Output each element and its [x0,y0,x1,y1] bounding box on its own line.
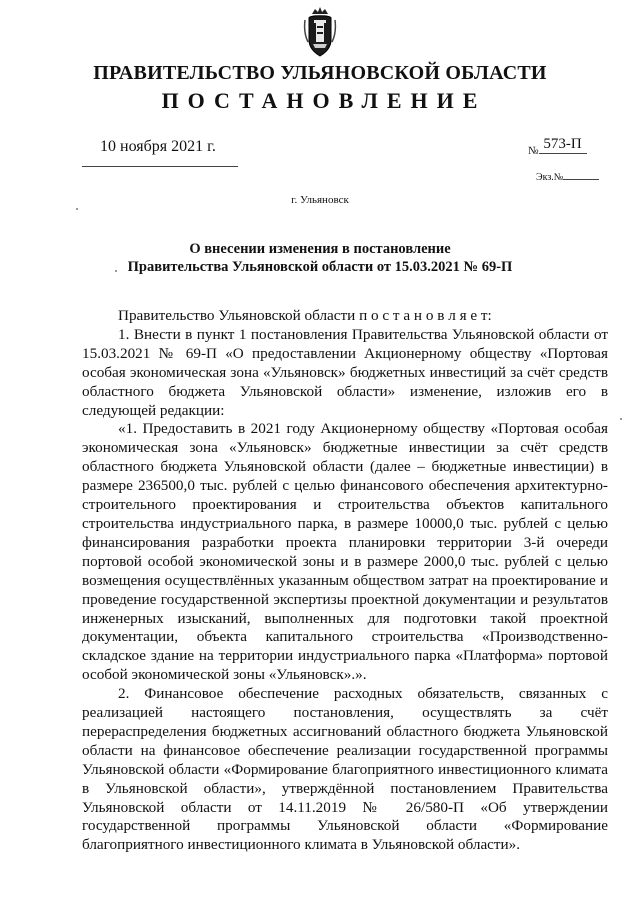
document-type: ПОСТАНОВЛЕНИЕ [161,88,487,113]
scan-speck [76,208,78,210]
document-body [82,307,608,855]
preamble: Правительство Ульяновской области п о с т а н о в л я е т: [118,307,492,324]
city: г. Ульяновск [291,194,349,206]
date-underline [82,166,238,167]
title-line-2: Правительства Ульяновской области от 15.03.2021 № 69-П [127,259,513,275]
organization-name: ПРАВИТЕЛЬСТВО УЛЬЯНОВСКОЙ ОБЛАСТИ [93,62,547,84]
title-line-1: О внесении изменения в постановление [189,241,451,257]
document-title [0,240,640,276]
scan-speck [115,270,117,272]
document-number [528,136,587,157]
copy-number [536,172,599,183]
number-sign: № [528,145,539,157]
copy-underline [563,179,599,180]
document-date: 10 ноября 2021 г. [100,138,216,155]
paragraph-2: «1. Предоставить в 2021 году Акционерному обществу «Портовая особая экономическая зона «Ульяновск» бюджетные инвестиции за счёт средств областного бюджета Ульяновской области (далее – бюджетные инвестиции) в размере 236500,0 тыс. рублей с целью финансового обеспечения архитектурно-строительного проектирования и строительства объектов капитального строительства индустриального парка, в размере 10000,0 тыс. рублей с целью финансирования разработки проекта планировки территории 3-й очереди портовой особой экономической зоны и в размере 2000,0 тыс. рублей с целью возмещения осуществлённых указанным обществом затрат на проектирование и проведение государственной экспертизы проектной документации и результатов инженерных изысканий, выполненных для подготовки такой проектной документации, объекта капитального строительства «Производственно-складское здание на территории индустриального парка «Платформа» портовой особой экономической зоны «Ульяновск».». [82,420,608,684]
paragraph-1: 1. Внести в пункт 1 постановления Правительства Ульяновской области от 15.03.2021 № 69-П «О предоставлении Акционерному обществу «Портовая особая экономическая зона «Ульяновск» бюджетных инвестиций за счёт средств областного бюджета Ульяновской области» изменение, изложив его в следующей редакции: [82,325,608,419]
scan-speck [620,418,622,420]
number-value: 573-П [539,136,587,154]
paragraph-3: 2. Финансовое обеспечение расходных обязательств, связанных с реализацией настоящего постановления, осуществлять за счёт перераспределения бюджетных ассигнований областного бюджета Ульяновской области на финансовое обеспечение реализации государственной программы Ульяновской области «Формирование благоприятного инвестиционного климата в Ульяновской области», утверждённой постановлением Правительства Ульяновской области от 14.11.2019 № 26/580-П «Об утверждении государственной программы Ульяновской области «Формирование благоприятного инвестиционного климата в Ульяновской области». [82,685,608,854]
coat-of-arms-icon [303,6,337,58]
copy-label: Экз.№ [536,172,564,183]
